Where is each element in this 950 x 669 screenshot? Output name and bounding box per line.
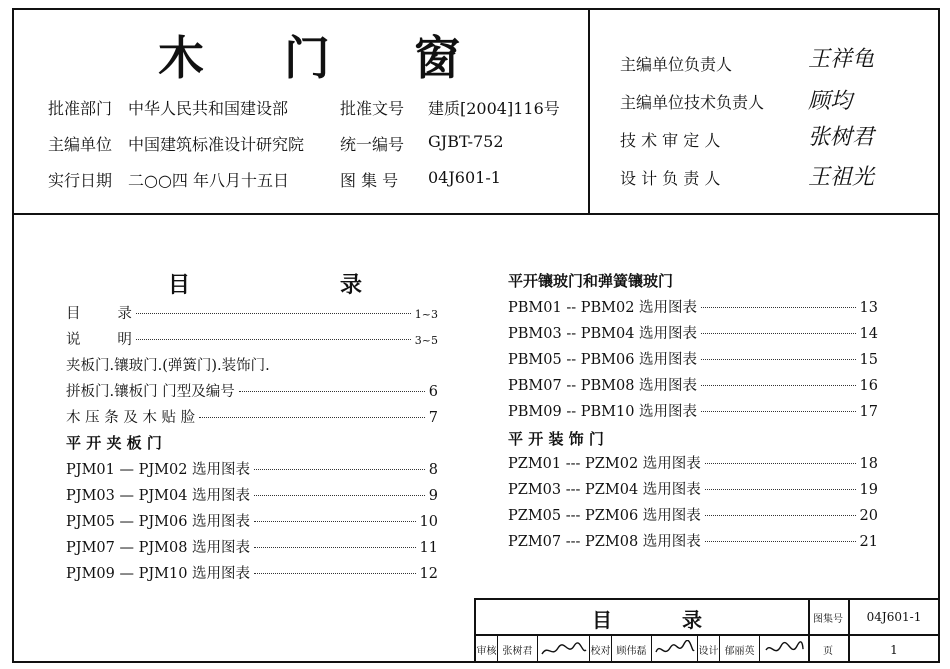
toc-section-heading: 平 开 装 饰 门 <box>508 430 604 448</box>
design-name: 郁丽英 <box>720 636 760 663</box>
toc-item-label: PBM09 -- PBM10 选用图表 <box>508 404 698 420</box>
toc-item-label: PZM03 --- PZM04 选用图表 <box>508 482 701 498</box>
toc-item-label: PJM05 — PJM06 选用图表 <box>66 514 251 530</box>
toc-item-label: PBM03 -- PBM04 选用图表 <box>508 326 698 342</box>
unified-code-label: 统一编号 <box>340 135 405 154</box>
toc-item-page: 6 <box>428 384 438 400</box>
atlas-value-cell: 04J601-1 <box>866 610 922 624</box>
toc-item-label: PZM05 --- PZM06 选用图表 <box>508 508 701 524</box>
toc-item-label: PJM09 — PJM10 选用图表 <box>66 566 251 582</box>
toc-leader <box>254 469 425 470</box>
header-divider <box>588 8 590 215</box>
drawing-title-char-1: 木 <box>158 31 204 85</box>
toc-item[interactable] <box>66 354 438 380</box>
toc-item[interactable] <box>66 380 438 406</box>
chief-editor-signature: 王祥龟 <box>808 47 875 72</box>
effective-date-label: 实行日期 <box>48 171 113 190</box>
toc-item-label: PJM01 — PJM02 选用图表 <box>66 462 251 478</box>
toc-item-label: 夹板门.镶玻门.(弹簧门).装饰门. <box>66 358 270 374</box>
toc-item[interactable] <box>66 458 438 484</box>
toc-item-page: 9 <box>428 488 438 504</box>
toc-item-label: PBM05 -- PBM06 选用图表 <box>508 352 698 368</box>
unified-code-value: GJBT-752 <box>428 132 504 151</box>
page-value-cell: 1 <box>890 642 898 657</box>
toc-leader <box>705 515 856 516</box>
toc-item-label: PJM03 — PJM04 选用图表 <box>66 488 251 504</box>
design-lead-signature: 王祖光 <box>808 165 875 190</box>
review-label: 审核 <box>476 636 498 663</box>
toc-leader <box>254 495 425 496</box>
toc-item-page: 20 <box>859 508 878 524</box>
title-block-title-left: 目 <box>592 608 612 632</box>
atlas-number-value: 04J601-1 <box>428 168 501 187</box>
toc-item-page: 1~3 <box>414 308 438 321</box>
toc-item[interactable] <box>66 536 438 562</box>
effective-date-value: 二○○四 年八月十五日 <box>128 171 290 190</box>
tech-chief-label: 主编单位技术负责人 <box>620 93 765 112</box>
check-name: 顾伟磊 <box>612 636 652 663</box>
toc-item-page: 19 <box>859 482 878 498</box>
tech-chief-signature: 顾均 <box>808 89 853 114</box>
toc-leader <box>254 547 415 548</box>
toc-leader <box>701 385 856 386</box>
toc-item-label: 木 压 条 及 木 贴 脸 <box>66 410 196 426</box>
toc-leader <box>705 463 856 464</box>
toc-item-page: 18 <box>859 456 878 472</box>
toc-right-list <box>508 270 878 556</box>
tech-reviewer-signature: 张树君 <box>808 125 875 150</box>
toc-section-heading: 平开镶玻门和弹簧镶玻门 <box>508 272 674 290</box>
toc-item[interactable] <box>66 562 438 588</box>
toc-item[interactable] <box>508 530 878 556</box>
toc-item[interactable] <box>508 452 878 478</box>
toc-item-page: 17 <box>859 404 878 420</box>
toc-item[interactable] <box>508 296 878 322</box>
toc-item-page: 8 <box>428 462 438 478</box>
toc-leader <box>705 541 856 542</box>
page-label-cell: 页 <box>823 646 833 657</box>
drawing-title-char-2: 门 <box>284 31 330 85</box>
toc-item-page: 15 <box>859 352 878 368</box>
toc-item-page: 21 <box>859 534 878 550</box>
design-label: 设计 <box>698 636 720 663</box>
toc-item[interactable] <box>66 328 438 354</box>
toc-item-page: 12 <box>419 566 438 582</box>
toc-leader <box>705 489 856 490</box>
toc-item[interactable] <box>508 348 878 374</box>
toc-leader <box>199 417 425 418</box>
toc-item-page: 14 <box>859 326 878 342</box>
toc-leader <box>701 333 856 334</box>
toc-left-list <box>66 302 438 588</box>
toc-item[interactable] <box>508 322 878 348</box>
check-label: 校对 <box>590 636 612 663</box>
toc-item-label: 说 明 <box>66 332 132 348</box>
toc-item-page: 13 <box>859 300 878 316</box>
atlas-label-cell: 图集号 <box>813 613 843 625</box>
toc-item[interactable] <box>508 504 878 530</box>
toc-leader <box>254 573 415 574</box>
toc-leader <box>136 313 411 314</box>
review-name: 张树君 <box>498 636 538 663</box>
design-lead-label: 设 计 负 责 人 <box>620 169 721 188</box>
toc-item-label: PZM07 --- PZM08 选用图表 <box>508 534 701 550</box>
editor-unit-label: 主编单位 <box>48 135 113 154</box>
approval-dept-value: 中华人民共和国建设部 <box>128 99 289 118</box>
editor-unit-value: 中国建筑标准设计研究院 <box>128 135 305 154</box>
toc-item[interactable] <box>508 374 878 400</box>
toc-item[interactable] <box>66 510 438 536</box>
toc-item-page: 11 <box>419 540 438 556</box>
toc-item-page: 16 <box>859 378 878 394</box>
toc-item[interactable] <box>508 400 878 426</box>
atlas-number-label: 图 集 号 <box>340 171 399 190</box>
toc-leader <box>701 411 856 412</box>
tech-reviewer-label: 技 术 审 定 人 <box>620 131 721 150</box>
toc-item-page: 3~5 <box>414 334 438 347</box>
approval-dept-label: 批准部门 <box>48 99 113 118</box>
drawing-title-char-3: 窗 <box>414 31 460 85</box>
chief-editor-label: 主编单位负责人 <box>620 55 733 74</box>
toc-leader <box>136 339 411 340</box>
toc-leader <box>701 307 856 308</box>
toc-item-page: 7 <box>428 410 438 426</box>
toc-heading-right: 录 <box>340 272 363 298</box>
title-block-title-right: 录 <box>682 608 702 632</box>
toc-item-label: 目 录 <box>66 306 132 322</box>
toc-section-heading: 平 开 夹 板 门 <box>66 434 162 452</box>
toc-item[interactable] <box>508 478 878 504</box>
toc-item[interactable] <box>66 406 438 432</box>
toc-item-label: PBM07 -- PBM08 选用图表 <box>508 378 698 394</box>
review-signature <box>538 636 590 663</box>
toc-leader <box>239 391 425 392</box>
check-signature <box>652 636 698 663</box>
design-signature <box>760 636 808 663</box>
approval-doc-label: 批准文号 <box>340 99 405 118</box>
toc-item-label: 拼板门.镶板门 门型及编号 <box>66 384 235 400</box>
toc-item-label: PJM07 — PJM08 选用图表 <box>66 540 251 556</box>
toc-leader <box>701 359 856 360</box>
toc-item[interactable] <box>66 484 438 510</box>
toc-heading-left: 目 <box>168 272 191 298</box>
approval-doc-value: 建质[2004]116号 <box>428 99 560 118</box>
toc-item-page: 10 <box>419 514 438 530</box>
toc-item-label: PZM01 --- PZM02 选用图表 <box>508 456 701 472</box>
toc-item[interactable] <box>66 302 438 328</box>
toc-item-label: PBM01 -- PBM02 选用图表 <box>508 300 698 316</box>
toc-leader <box>254 521 415 522</box>
